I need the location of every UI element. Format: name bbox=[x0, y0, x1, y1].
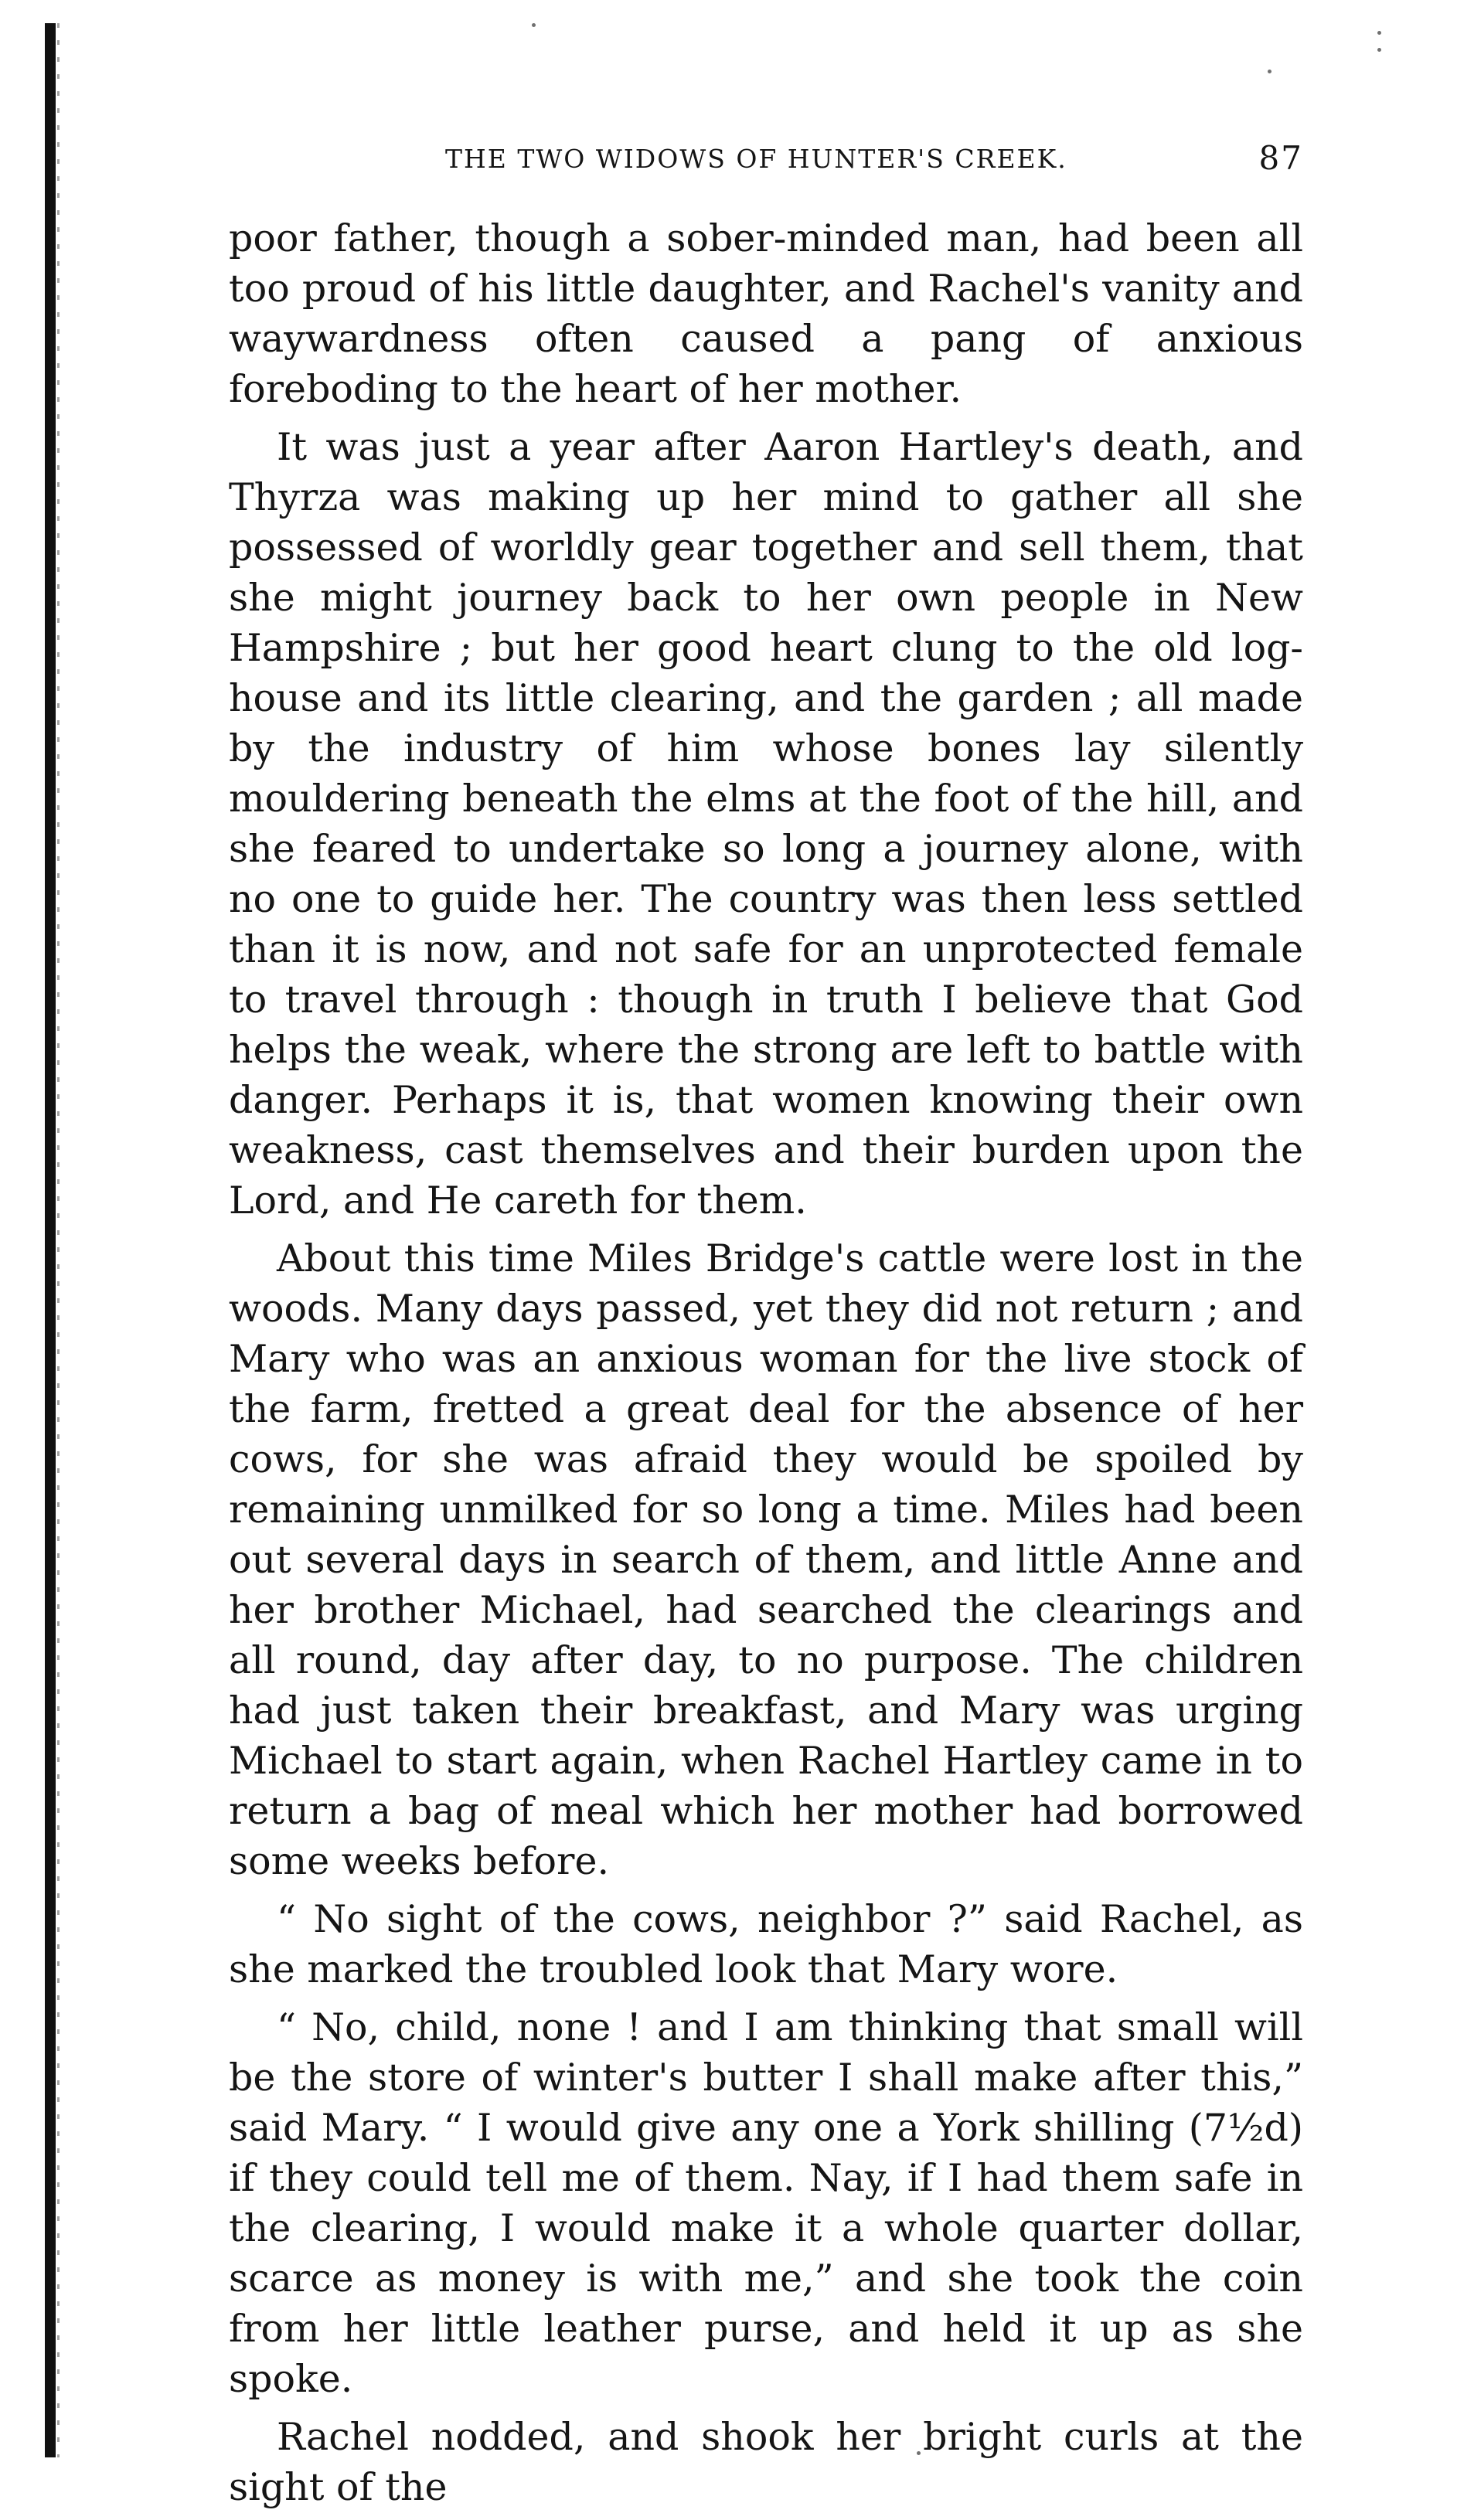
scan-speck bbox=[1268, 70, 1271, 73]
scan-speck bbox=[532, 23, 536, 27]
page-number: 87 bbox=[1258, 139, 1303, 177]
paragraph: About this time Miles Bridge's cattle were lost in the woods. Many days passed, yet they did not return ; and Mary who was an anxious woman for the live stock of the farm, fretted a great deal for the absence of her cows, for she was afraid they would be spoiled by remaining unmilked for so long a time. Miles had been out several days in search of them, and little Anne and her brother Michael, had searched the clearings and all round, day after day, to no purpose. The children had just taken their breakfast, and Mary was urging Michael to start again, when Rachel Hartley came in to return a bag of meal which her mother had borrowed some weeks before. bbox=[229, 1236, 1303, 1883]
body-text bbox=[229, 213, 1303, 2512]
paragraph: “ No sight of the cows, neighbor ?” said Rachel, as she marked the troubled look that Mary wore. bbox=[229, 1897, 1303, 1991]
binding-edge bbox=[45, 23, 56, 2457]
running-title: THE TWO WIDOWS OF HUNTER'S CREEK. bbox=[445, 144, 1067, 174]
paragraph: It was just a year after Aaron Hartley's death, and Thyrza was making up her mind to gather all she possessed of worldly gear together and sell them, that she might journey back to her own people in New Hampshire ; but her good heart clung to the old log-house and its little clearing, and the garden ; all made by the industry of him whose bones lay silently mouldering beneath the elms at the foot of the hill, and she feared to undertake so long a journey alone, with no one to guide her. The country was then less settled than it is now, and not safe for an unprotected female to travel through : though in truth I believe that God helps the weak, where the strong are left to battle with danger. Perhaps it is, that women knowing their own weakness, cast themselves and their burden upon the Lord, and He careth for them. bbox=[229, 425, 1303, 1223]
paragraph: “ No, child, none ! and I am thinking that small will be the store of winter's butter I shall make after this,” said Mary. “ I would give any one a York shilling (7½d) if they could tell me of them. Nay, if I had them safe in the clearing, I would make it a whole quarter dollar, scarce as money is with me,” and she took the coin from her little leather purse, and held it up as she spoke. bbox=[229, 2005, 1303, 2401]
paragraph: Rachel nodded, and shook her bright curls at the sight of the bbox=[229, 2415, 1303, 2509]
paragraph: poor father, though a sober-minded man, had been all too proud of his little daughter, and Rachel's vanity and waywardness often caused a pang of anxious foreboding to the heart of her mother. bbox=[229, 216, 1303, 411]
running-head bbox=[229, 139, 1303, 185]
scan-speck bbox=[1377, 48, 1381, 52]
scan-speck bbox=[1377, 31, 1381, 35]
book-page bbox=[229, 139, 1303, 2520]
